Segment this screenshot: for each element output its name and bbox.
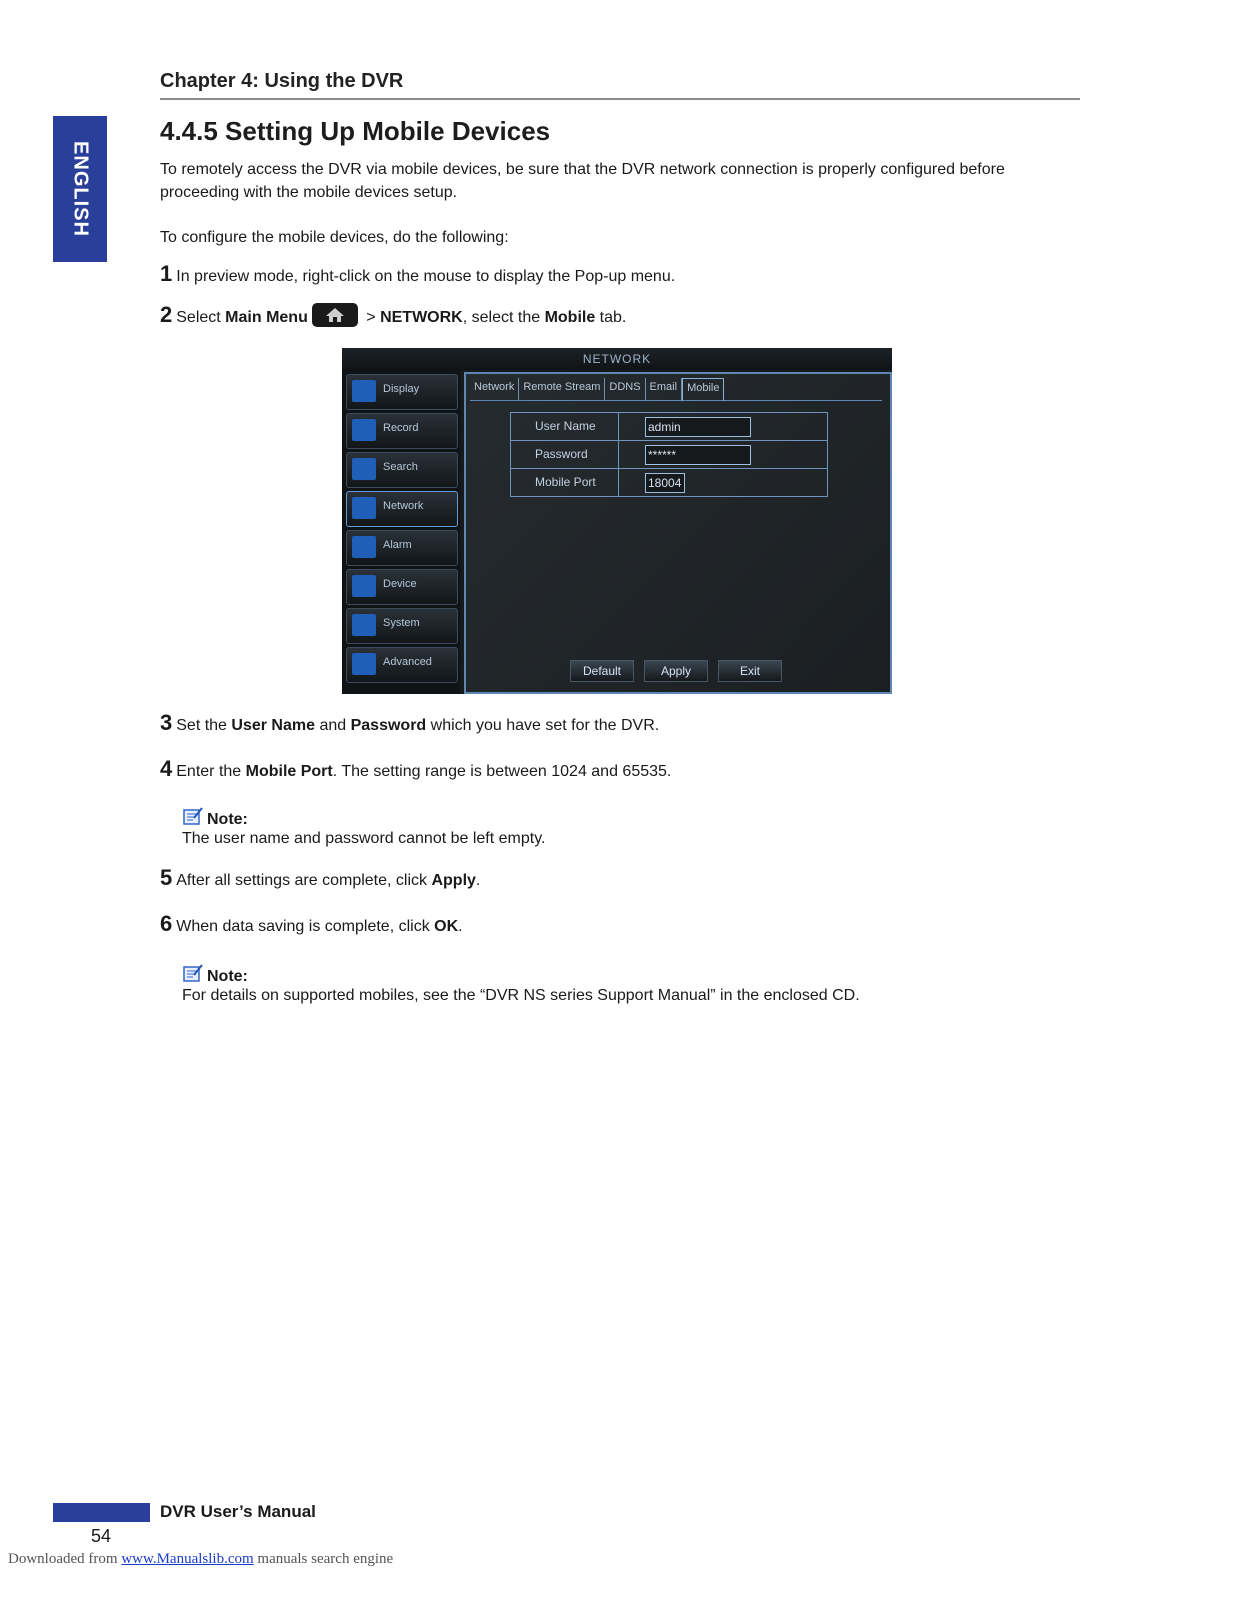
- menu-alarm[interactable]: [346, 530, 458, 566]
- network-icon: [352, 497, 376, 519]
- mobile-port-input[interactable]: 18004: [645, 473, 685, 493]
- step-text: >: [361, 309, 381, 326]
- dvr-network-screenshot: [342, 348, 892, 694]
- note-label: Note:: [207, 968, 248, 985]
- note-2-heading: [182, 963, 248, 986]
- header-divider: [160, 98, 1080, 100]
- ok-term: OK: [434, 918, 459, 935]
- gear-icon: [352, 614, 376, 636]
- exit-button[interactable]: Exit: [718, 660, 782, 682]
- user-name-term: User Name: [231, 717, 316, 734]
- mobile-settings-table: [510, 412, 828, 497]
- tab-bar: [470, 378, 882, 401]
- menu-label: Alarm: [383, 539, 412, 551]
- step-text: .: [475, 872, 481, 889]
- menu-advanced[interactable]: [346, 647, 458, 683]
- note-1-heading: [182, 806, 248, 829]
- step-text: .: [458, 918, 463, 935]
- device-icon: [352, 575, 376, 597]
- step-text: Set the: [176, 717, 232, 734]
- settings-panel: [464, 372, 892, 694]
- menu-label: Device: [383, 578, 417, 590]
- tab-network[interactable]: Network: [470, 378, 519, 400]
- intro-instruction: To configure the mobile devices, do the following:: [160, 229, 509, 246]
- step-number: 2: [160, 302, 173, 327]
- password-term: Password: [350, 717, 427, 734]
- menu-label: Network: [383, 500, 424, 512]
- apply-button[interactable]: Apply: [644, 660, 708, 682]
- step-text: After all settings are complete, click: [176, 872, 432, 889]
- main-menu-term: Main Menu: [225, 309, 308, 326]
- mobile-port-term: Mobile Port: [245, 763, 333, 780]
- wrench-icon: [352, 653, 376, 675]
- default-button[interactable]: Default: [570, 660, 634, 682]
- menu-label: System: [383, 617, 420, 629]
- step-4: [160, 758, 671, 783]
- download-prefix: Downloaded from: [8, 1551, 122, 1567]
- step-1: [160, 263, 675, 288]
- mobile-port-label: Mobile Port: [511, 469, 619, 496]
- step-text: When data saving is complete, click: [176, 918, 435, 935]
- step-text: . The setting range is between 1024 and 65535.: [332, 763, 672, 780]
- manualslib-link[interactable]: www.Manualslib.com: [121, 1551, 254, 1567]
- mobile-term: Mobile: [544, 309, 596, 326]
- note-2-text: For details on supported mobiles, see the “DVR NS series Support Manual” in the enclosed CD.: [182, 987, 860, 1004]
- note-label: Note:: [207, 811, 248, 828]
- password-input[interactable]: ******: [645, 445, 751, 465]
- screen-title: NETWORK: [342, 348, 892, 370]
- download-suffix: manuals search engine: [253, 1551, 394, 1567]
- menu-system[interactable]: [346, 608, 458, 644]
- password-row: [511, 441, 827, 469]
- step-number: 1: [160, 261, 173, 286]
- step-number: 4: [160, 756, 173, 781]
- page-number: 54: [91, 1526, 112, 1546]
- tab-remote-stream[interactable]: Remote Stream: [519, 378, 605, 400]
- tab-mobile[interactable]: Mobile: [682, 378, 724, 401]
- record-icon: [352, 419, 376, 441]
- home-icon: [312, 303, 358, 327]
- menu-display[interactable]: [346, 374, 458, 410]
- step-3: [160, 712, 659, 737]
- menu-label: Advanced: [383, 656, 432, 668]
- step-text: Enter the: [176, 763, 246, 780]
- search-icon: [352, 458, 376, 480]
- language-label: ENGLISH: [69, 141, 92, 237]
- step-2: [160, 303, 626, 329]
- step-5: [160, 867, 480, 892]
- network-term: NETWORK: [380, 309, 463, 326]
- menu-device[interactable]: [346, 569, 458, 605]
- step-6: [160, 913, 463, 938]
- tab-ddns[interactable]: DDNS: [605, 378, 645, 400]
- menu-search[interactable]: [346, 452, 458, 488]
- step-number: 3: [160, 710, 173, 735]
- note-1-text: The user name and password cannot be left empty.: [182, 830, 546, 847]
- intro-paragraph: To remotely access the DVR via mobile devices, be sure that the DVR network connection is properly configured before proceeding with the mobile devices setup.: [160, 161, 1005, 201]
- step-text: and: [315, 717, 351, 734]
- note-icon: [182, 806, 204, 826]
- step-text: tab.: [595, 309, 627, 326]
- step-number: 6: [160, 911, 173, 936]
- user-name-input[interactable]: admin: [645, 417, 751, 437]
- step-text: which you have set for the DVR.: [426, 717, 660, 734]
- menu-record[interactable]: [346, 413, 458, 449]
- user-name-label: User Name: [511, 413, 619, 440]
- alarm-icon: [352, 536, 376, 558]
- note-icon: [182, 963, 204, 983]
- footer-title: DVR User’s Manual: [160, 1502, 316, 1521]
- language-tab: [53, 116, 107, 262]
- apply-term: Apply: [431, 872, 476, 889]
- menu-label: Search: [383, 461, 418, 473]
- tab-email[interactable]: Email: [646, 378, 683, 400]
- user-name-row: [511, 413, 827, 441]
- mobile-port-row: [511, 469, 827, 496]
- password-label: Password: [511, 441, 619, 468]
- step-number: 5: [160, 865, 173, 890]
- step-text: Select: [176, 309, 226, 326]
- section-title: 4.4.5 Setting Up Mobile Devices: [160, 116, 551, 146]
- chapter-header: Chapter 4: Using the DVR: [160, 70, 404, 92]
- menu-network[interactable]: [346, 491, 458, 527]
- step-text: , select the: [462, 309, 545, 326]
- side-menu: [342, 370, 460, 694]
- menu-label: Display: [383, 383, 420, 395]
- menu-label: Record: [383, 422, 419, 434]
- monitor-icon: [352, 380, 376, 402]
- footer-accent-bar: [53, 1503, 150, 1522]
- step-text: In preview mode, right-click on the mouse to display the Pop-up menu.: [176, 268, 676, 285]
- download-banner: [8, 1551, 393, 1568]
